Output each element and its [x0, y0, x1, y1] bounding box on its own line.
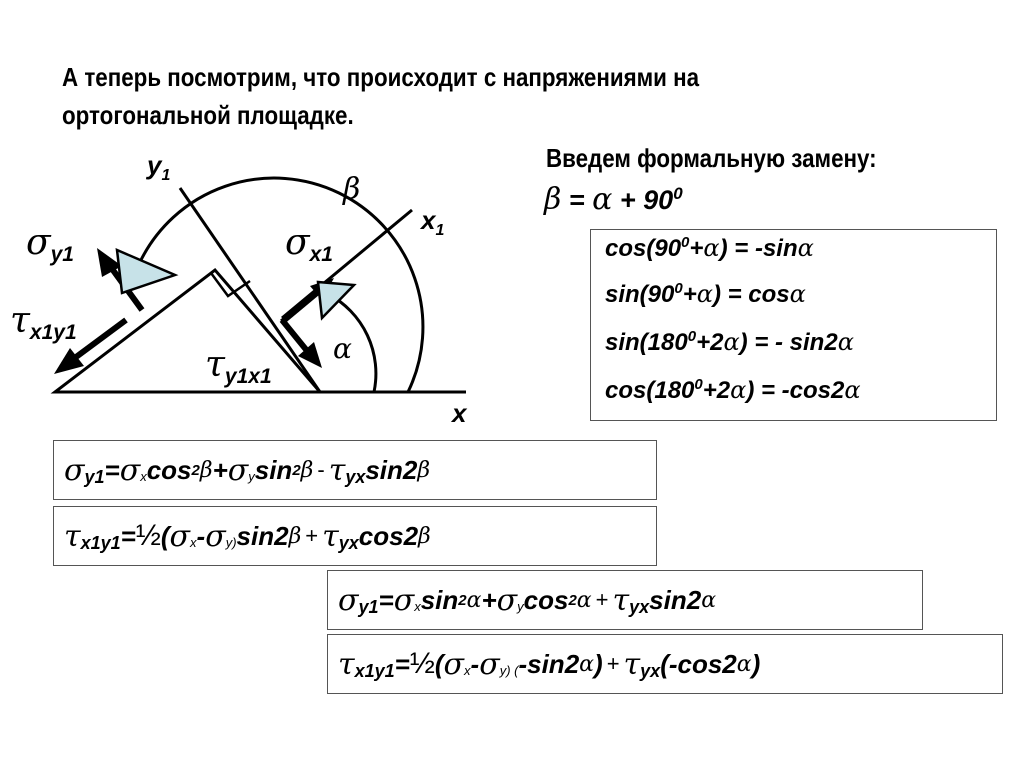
- page-heading: А теперь посмотрим, что происходит с напряжениями на ортогональной площадке.: [62, 62, 700, 130]
- identity-row: $\sin(180^0+2\alpha)$ = - sin2α: [605, 328, 854, 356]
- element-triangle: [55, 270, 320, 392]
- angle-alpha-label: α: [333, 332, 352, 365]
- formula-tau-x1y1-alpha: τ x1y1 = ½ ( σ x - σ y) ( -sin2 α ) + τ yx (-cos2 α ): [327, 634, 1003, 694]
- axis-x1-label: $x_1$: [421, 205, 445, 239]
- replacement-equation: $\beta = \alpha + 90^0$: [544, 182, 683, 217]
- identity-row: $\cos(90^0+\alpha) = -\sin\alpha$: [605, 234, 814, 262]
- identity-row: $\sin(90^0+\alpha) = \cos\alpha$: [605, 280, 806, 308]
- beta-arc: [140, 178, 423, 392]
- formula-sigma-y1-alpha: σ y1 = σ x sin 2 α + σ y cos 2 α + τ yx sin2 α: [327, 570, 923, 630]
- tau-x1y1-arrow-shaft: [72, 320, 126, 360]
- sigma-y1-flag: [117, 250, 175, 293]
- sigma-x1-arrow-shaft: [282, 292, 318, 322]
- sigma-x1-label: σx1: [285, 222, 333, 266]
- replacement-title: Введем формальную замену:: [546, 143, 877, 173]
- sigma-y1-label: σy1: [26, 222, 74, 266]
- axis-x-label: x: [452, 398, 467, 428]
- identities-box: [590, 229, 997, 421]
- tau-x1y1-label: τx1y1: [10, 300, 77, 344]
- tau-y1x1-arrow-shaft: [282, 320, 308, 352]
- angle-beta-label: β: [343, 172, 361, 207]
- axis-y1-label: $y_1$: [147, 150, 171, 184]
- identity-row: $\cos(180^0+2\alpha) = -\cos 2\alpha$: [605, 376, 861, 404]
- sigma-x1-flag: [318, 282, 354, 318]
- formula-tau-x1y1-beta: τ x1y1 = ½ ( σ x - σ y) sin2 β + τ yx cos2 β: [53, 506, 657, 566]
- right-angle-marker: [211, 273, 250, 296]
- formula-sigma-y1-beta: σ y1 = σ x cos 2 β + σ y sin 2 β - τ yx sin2 β: [53, 440, 657, 500]
- tau-y1x1-label: τy1x1: [205, 344, 272, 388]
